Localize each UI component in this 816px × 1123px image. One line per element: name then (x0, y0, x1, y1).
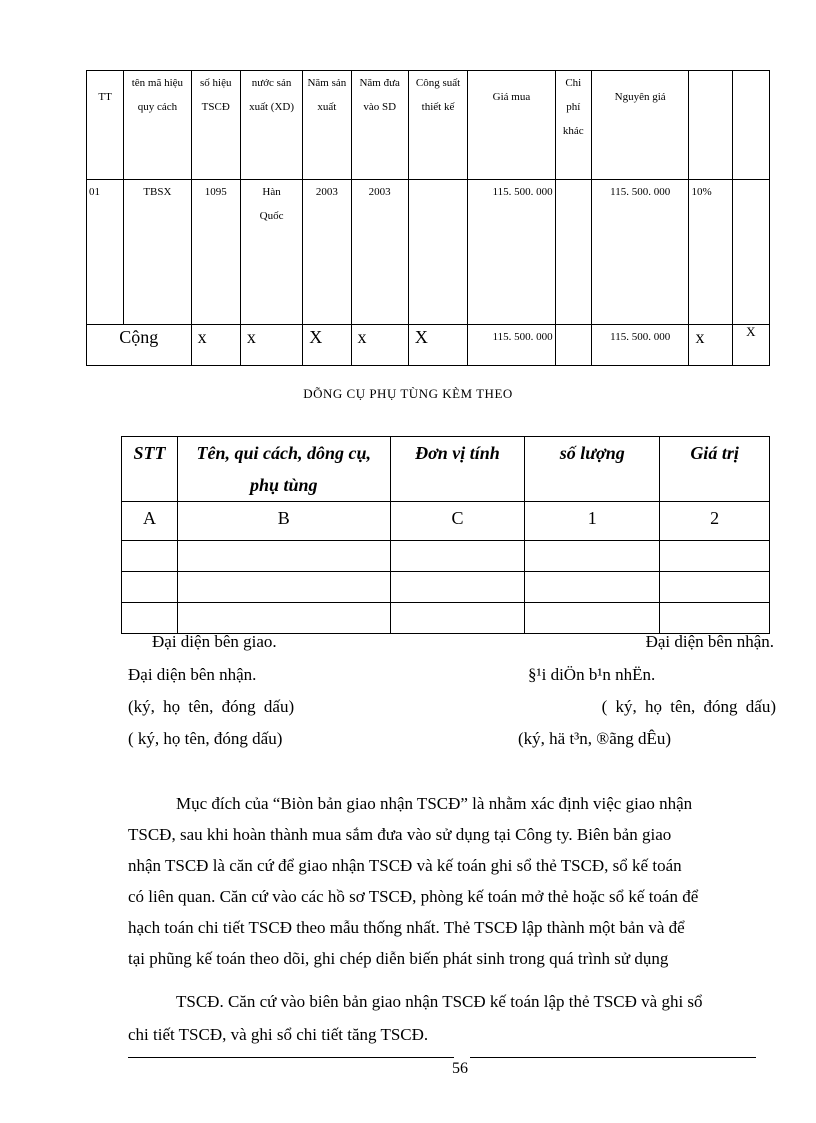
paragraph-line: TSCĐ. Căn cứ vào biên bản giao nhận TSCĐ kế toán lập thẻ TSCĐ và ghi sổ (176, 992, 703, 1011)
paragraph-line: nhận TSCĐ là căn cứ để giao nhận TSCĐ và kế toán ghi sổ thẻ TSCĐ, sổ kế toán (128, 856, 682, 875)
table-cell (732, 180, 769, 325)
total-row (87, 325, 770, 366)
table-cell: B (177, 502, 390, 541)
header-cell: Giá trị (660, 437, 770, 502)
table-row (122, 572, 770, 603)
section-title: DÕNG CỤ PHỤ TÙNG KÈM THEO (303, 386, 513, 401)
header-cell: TT (87, 71, 124, 180)
signature-receiver-label-2: Đại diện bên nhận. (128, 665, 257, 684)
footer-rule-right (470, 1057, 756, 1058)
signature-note: ( ký, họ tên, đóng dấu) (128, 729, 283, 748)
table-cell: X (732, 325, 769, 366)
table-cell: 2003 (351, 180, 408, 325)
header-cell: số hiệu TSCĐ (191, 71, 240, 180)
table-cell: x (191, 325, 240, 366)
header-cell: số lượng (525, 437, 660, 502)
header-cell: Công suất thiết kế (408, 71, 467, 180)
table-cell: C (390, 502, 525, 541)
header-cell: Năm đưa vào SD (351, 71, 408, 180)
paragraph-line: chi tiết TSCĐ, và ghi sổ chi tiết tăng TSCĐ. (128, 1025, 429, 1044)
table-cell: 115. 500. 000 (591, 180, 689, 325)
paragraph-line: có liên quan. Căn cứ vào các hồ sơ TSCĐ, phòng kế toán mở thẻ hoặc sổ kế toán để (128, 887, 699, 906)
table-cell (555, 325, 591, 366)
table-cell: X (303, 325, 351, 366)
header-cell: STT (122, 437, 178, 502)
paragraph-line: Mục đích của “Biòn bản giao nhận TSCĐ” là nhằm xác định việc giao nhận (176, 794, 693, 813)
header-cell: Giá mua (468, 71, 556, 180)
header-cell: Tên, qui cách, dông cụ, phụ tùng (177, 437, 390, 502)
table-cell: A (122, 502, 178, 541)
table-cell (660, 541, 770, 572)
total-label: Cộng (87, 325, 192, 366)
paragraph-line: TSCĐ, sau khi hoàn thành mua sắm đưa vào sử dụng tại Công ty. Biên bản giao (128, 825, 672, 844)
table-cell: 2 (660, 502, 770, 541)
table-cell: x (240, 325, 302, 366)
header-cell: tên mã hiệu quy cách (124, 71, 191, 180)
header-cell: nước sản xuất (XD) (240, 71, 302, 180)
paragraph-line: hạch toán chi tiết TSCĐ theo mẫu thống nhất. Thẻ TSCĐ lập thành một bản và để (128, 918, 685, 937)
table-cell: 10% (689, 180, 732, 325)
table-cell (525, 603, 660, 634)
header-cell: Chi phí khác (555, 71, 591, 180)
header-cell (689, 71, 732, 180)
table-cell: 1095 (191, 180, 240, 325)
table-cell: x (689, 325, 732, 366)
table-cell: TBSX (124, 180, 191, 325)
table-cell (525, 541, 660, 572)
signature-receiver-label: Đại diện bên nhận. (645, 632, 774, 651)
table-cell (525, 572, 660, 603)
table-row (122, 502, 770, 541)
header-cell: Năm sản xuất (303, 71, 351, 180)
table-cell (177, 541, 390, 572)
table-cell (555, 180, 591, 325)
table-cell (122, 572, 178, 603)
table-cell (390, 572, 525, 603)
table-row (87, 180, 770, 325)
signature-note-garbled: (ký, hä t³n, ®ãng dÊu) (518, 729, 672, 748)
paragraph-line: tại phũng kế toán theo dõi, ghi chép diễn biến phát sinh trong quá trình sử dụng (128, 949, 669, 968)
table-row (122, 541, 770, 572)
table-cell: 115. 500. 000 (591, 325, 689, 366)
asset-table (86, 70, 770, 366)
header-cell: Đơn vị tính (390, 437, 525, 502)
signature-note: ( ký, họ tên, đóng dấu) (601, 697, 776, 716)
table-cell: X (408, 325, 467, 366)
tools-table (121, 436, 770, 634)
table-cell (177, 572, 390, 603)
signature-note: (ký, họ tên, đóng dấu) (128, 697, 295, 716)
signature-receiver-label-garbled: §¹i diÖn b¹n nhËn. (528, 665, 656, 684)
page-number: 56 (452, 1060, 468, 1077)
table-cell (408, 180, 467, 325)
table-cell: x (351, 325, 408, 366)
table-cell: 115. 500. 000 (468, 180, 556, 325)
table-cell (390, 603, 525, 634)
table-cell (660, 572, 770, 603)
table-cell: 01 (87, 180, 124, 325)
signature-giver-label: Đại diện bên giao. (152, 632, 277, 651)
footer-rule-left (128, 1057, 454, 1058)
table-cell: 2003 (303, 180, 351, 325)
table-cell: Hàn Quốc (240, 180, 302, 325)
header-cell: Nguyên giá (591, 71, 689, 180)
table-cell (122, 541, 178, 572)
tools-table-header (122, 437, 770, 502)
table-cell (390, 541, 525, 572)
header-cell (732, 71, 769, 180)
table-cell: 115. 500. 000 (468, 325, 556, 366)
table-cell: 1 (525, 502, 660, 541)
asset-table-header (87, 71, 770, 180)
